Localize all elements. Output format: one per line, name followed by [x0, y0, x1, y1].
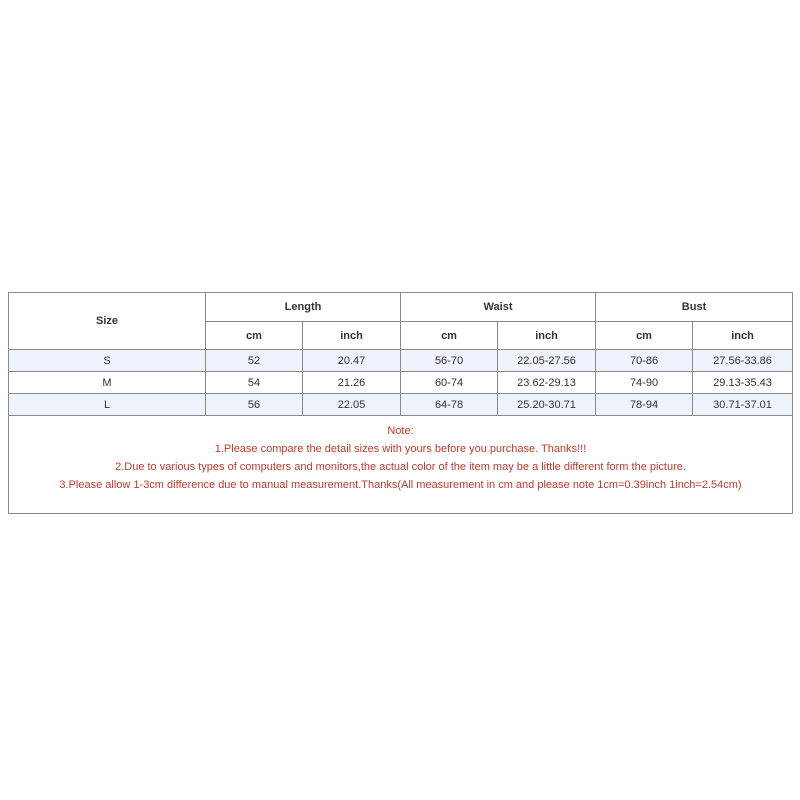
table-cell: 30.71-37.01: [693, 394, 793, 416]
table-cell: 54: [206, 372, 303, 394]
size-cell: L: [9, 394, 206, 416]
table-cell: 20.47: [303, 350, 401, 372]
table-cell: 21.26: [303, 372, 401, 394]
table-row: [9, 394, 793, 416]
table-cell: 52: [206, 350, 303, 372]
notes-title: Note:: [387, 425, 414, 437]
unit-header-waist-inch: inch: [498, 322, 596, 350]
table-cell: 60-74: [401, 372, 498, 394]
note-line-3: 3.Please allow 1-3cm difference due to manual measurement.Thanks(All measurement in cm and please note 1cm=0.39inch 1inch=2.54cm): [59, 479, 742, 491]
table-cell: 56: [206, 394, 303, 416]
size-header: Size: [9, 293, 206, 350]
table-cell: 70-86: [596, 350, 693, 372]
notes-cell: [9, 416, 793, 514]
table-cell: 56-70: [401, 350, 498, 372]
notes-row: [9, 416, 793, 514]
table-cell: 64-78: [401, 394, 498, 416]
unit-header-bust-cm: cm: [596, 322, 693, 350]
table-row: [9, 350, 793, 372]
unit-header-waist-cm: cm: [401, 322, 498, 350]
size-chart: [8, 292, 792, 514]
group-header-waist: Waist: [401, 293, 596, 322]
group-header-length: Length: [206, 293, 401, 322]
table-row: [9, 372, 793, 394]
unit-header-length-cm: cm: [206, 322, 303, 350]
table-cell: 22.05-27.56: [498, 350, 596, 372]
note-line-2: 2.Due to various types of computers and monitors,the actual color of the item may be a little different form the picture.: [115, 461, 686, 473]
note-line-1: 1.Please compare the detail sizes with yours before you purchase. Thanks!!!: [214, 443, 587, 455]
header-row-groups: [9, 293, 793, 322]
group-header-bust: Bust: [596, 293, 793, 322]
unit-header-bust-inch: inch: [693, 322, 793, 350]
unit-header-length-inch: inch: [303, 322, 401, 350]
table-cell: 23.62-29.13: [498, 372, 596, 394]
table-cell: 27.56-33.86: [693, 350, 793, 372]
table-cell: 74-90: [596, 372, 693, 394]
table-cell: 78-94: [596, 394, 693, 416]
table-cell: 29.13-35.43: [693, 372, 793, 394]
size-cell: M: [9, 372, 206, 394]
size-cell: S: [9, 350, 206, 372]
size-table: [8, 292, 793, 514]
table-cell: 25.20-30.71: [498, 394, 596, 416]
table-cell: 22.05: [303, 394, 401, 416]
